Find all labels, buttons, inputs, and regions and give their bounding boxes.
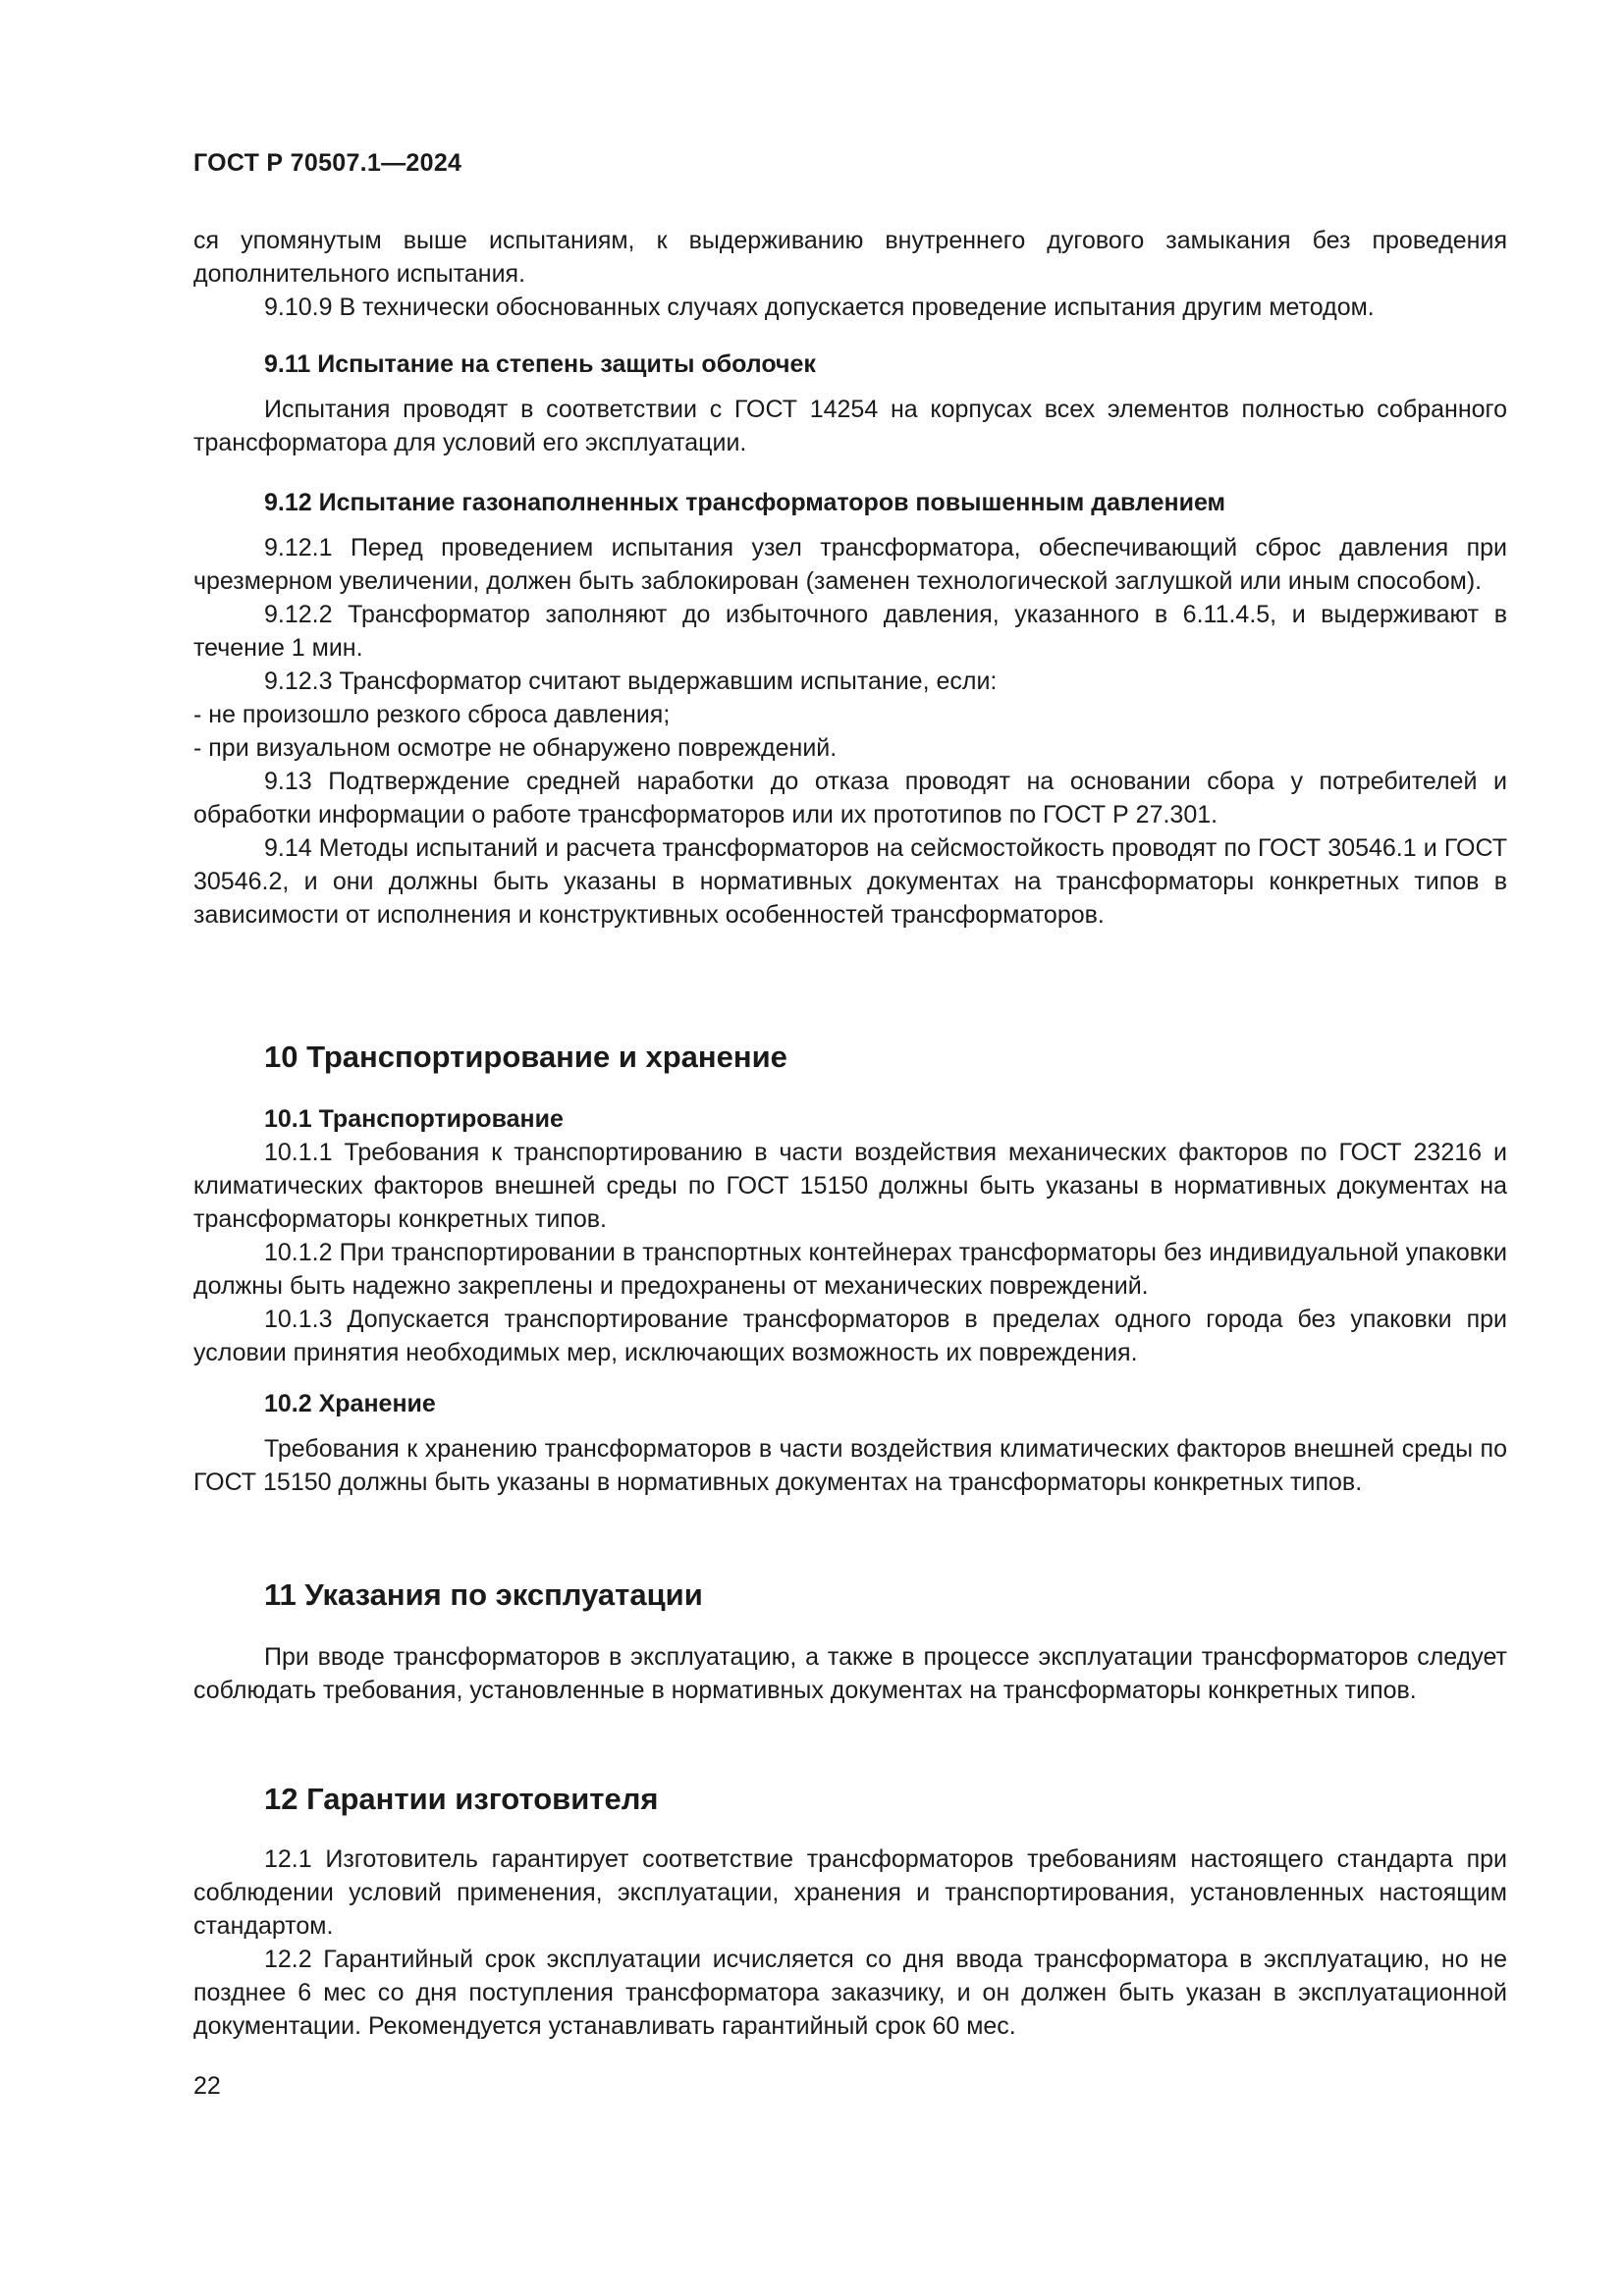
section-10 xyxy=(193,1102,1507,1499)
section-12 xyxy=(193,1842,1507,2043)
section-10-title: 10 Транспортирование и хранение xyxy=(264,1040,787,1074)
paragraph-12-2: 12.2 Гарантийный срок эксплуатации исчисляется со дня ввода трансформатора в эксплуатацию, но не позднее 6 мес со дня поступления трансформатора заказчику, и он должен быть указан в эксплуатационной документации. Рекомендуется устанавливать гарантийный срок 60 мес. xyxy=(193,1946,1507,2040)
section-11-text: При вводе трансформаторов в эксплуатацию, а также в процессе эксплуатации трансформаторов следует соблюдать требования, установленные в нормативных документах на трансформаторы конкретных типов. xyxy=(193,1643,1507,1704)
paragraph-10-1-2: 10.1.2 При транспортировании в транспортных контейнерах трансформаторы без индивидуальной упаковки должны быть надежно закреплены и предохранены от механических повреждений. xyxy=(193,1239,1507,1300)
section-9-12-title: 9.12 Испытание газонаполненных трансформаторов повышенным давлением xyxy=(264,489,1226,516)
paragraph-continuation: ся упомянутым выше испытаниям, к выдерживанию внутреннего дугового замыкания без проведения дополнительного испытания. xyxy=(193,227,1507,288)
paragraph-12-1: 12.1 Изготовитель гарантирует соответствие трансформаторов требованиям настоящего стандарта при соблюдении условий применения, эксплуатации, хранения и транспортирования, установленных настоящим стандартом. xyxy=(193,1845,1507,1940)
paragraph-9-13: 9.13 Подтверждение средней наработки до отказа проводят на основании сбора у потребителей и обработки информации о работе трансформаторов или их прототипов по ГОСТ Р 27.301. xyxy=(193,768,1507,828)
paragraph-9-12-1: 9.12.1 Перед проведением испытания узел трансформатора, обеспечивающий сброс давления при чрезмерном увеличении, должен быть заблокирован (заменен технологической заглушкой или иным способом). xyxy=(193,534,1507,595)
document-header: ГОСТ Р 70507.1—2024 xyxy=(193,149,462,177)
paragraph-10-1-1: 10.1.1 Требования к транспортированию в части воздействия механических факторов по ГОСТ 23216 и климатических факторов внешней среды по ГОСТ 15150 должны быть указаны в нормативных документах на трансформаторы конкретных типов. xyxy=(193,1139,1507,1233)
section-11-title: 11 Указания по эксплуатации xyxy=(264,1577,703,1612)
section-9-12 xyxy=(193,486,1507,932)
section-12-title: 12 Гарантии изготовителя xyxy=(264,1782,659,1816)
section-11 xyxy=(193,1640,1507,1707)
paragraph-9-12-3: 9.12.3 Трансформатор считают выдержавшим испытание, если: xyxy=(264,667,998,695)
paragraph-10-2: Требования к хранению трансформаторов в части воздействия климатических факторов внешней среды по ГОСТ 15150 должны быть указаны в нормативных документах на трансформаторы конкретных типов. xyxy=(193,1435,1507,1496)
section-10-1-title: 10.1 Транспортирование xyxy=(264,1105,564,1133)
paragraph-9-14: 9.14 Методы испытаний и расчета трансформаторов на сейсмостойкость проводят по ГОСТ 30546.1 и ГОСТ 30546.2, и они должны быть указаны в нормативных документах на трансформаторы конкретных типов в зависимости от исполнения и конструктивных особенностей трансформаторов. xyxy=(193,834,1507,929)
section-9-11-title: 9.11 Испытание на степень защиты оболочек xyxy=(264,350,816,378)
page-number: 22 xyxy=(193,2072,221,2100)
section-9-continuation xyxy=(193,224,1507,324)
list-item: - не произошло резкого сброса давления; xyxy=(193,701,671,728)
list-item: - при визуальном осмотре не обнаружено повреждений. xyxy=(193,734,838,762)
section-9-11-text: Испытания проводят в соответствии с ГОСТ 14254 на корпусах всех элементов полностью собранного трансформатора для условий его эксплуатации. xyxy=(193,396,1507,456)
section-9-11 xyxy=(193,347,1507,459)
paragraph-9-12-2: 9.12.2 Трансформатор заполняют до избыточного давления, указанного в 6.11.4.5, и выдерживают в течение 1 мин. xyxy=(193,601,1507,662)
paragraph-9-10-9: 9.10.9 В технически обоснованных случаях допускается проведение испытания другим методом. xyxy=(264,294,1375,321)
section-10-2-title: 10.2 Хранение xyxy=(264,1390,436,1417)
paragraph-10-1-3: 10.1.3 Допускается транспортирование трансформаторов в пределах одного города без упаковки при условии принятия необходимых мер, исключающих возможность их повреждения. xyxy=(193,1306,1507,1366)
